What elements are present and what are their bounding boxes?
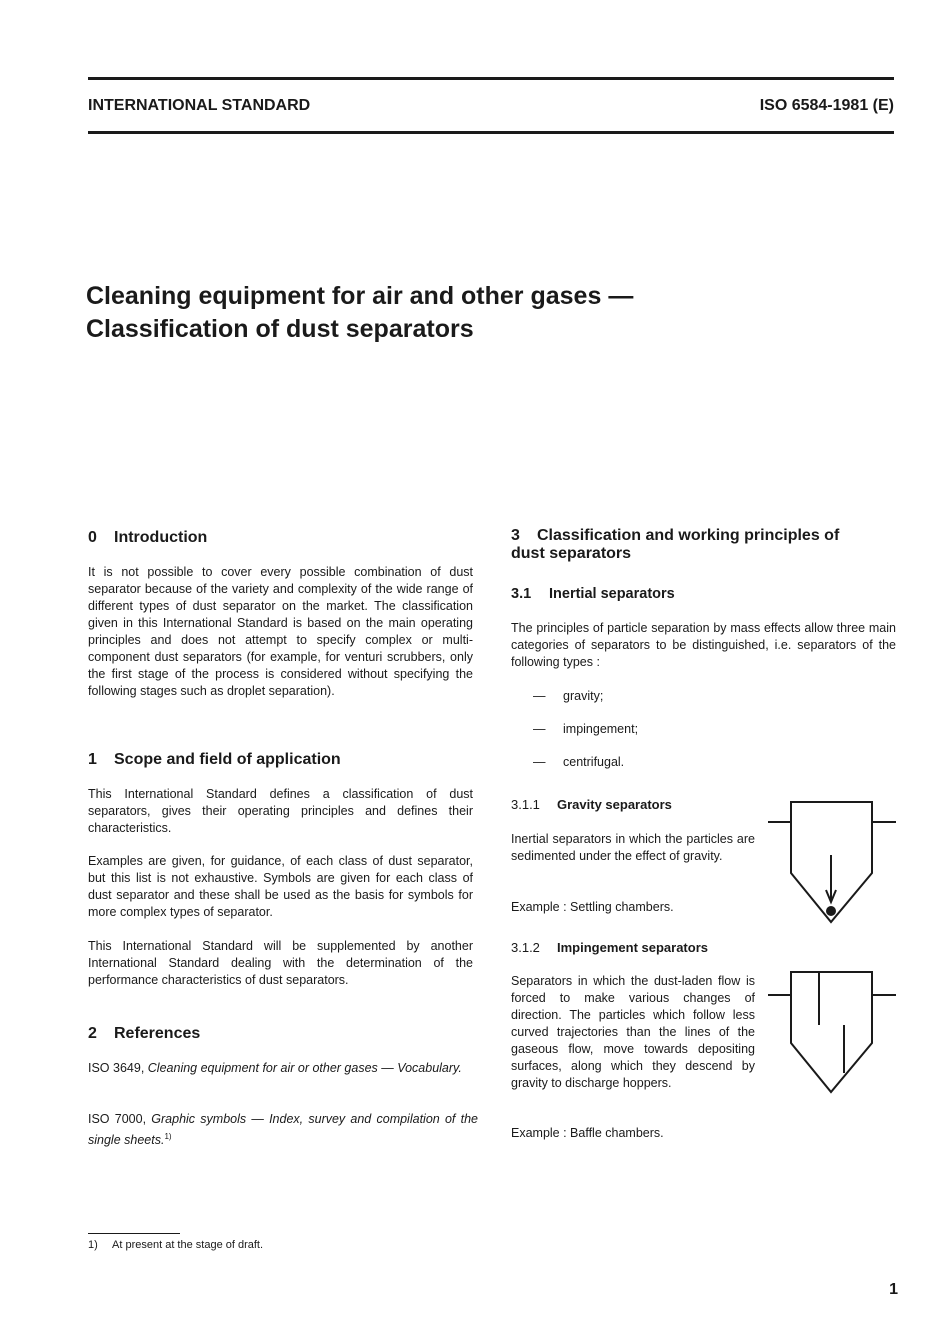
footnote-rule bbox=[88, 1233, 180, 1234]
section-title-line-2: dust separators bbox=[511, 545, 632, 562]
page-number: 1 bbox=[889, 1281, 898, 1298]
list-dash: — bbox=[533, 722, 546, 736]
section-title: Inertial separators bbox=[549, 586, 675, 602]
list-item-text: centrifugal. bbox=[563, 755, 625, 769]
section-3-1-2-heading bbox=[511, 940, 708, 955]
impingement-separator-symbol bbox=[768, 965, 900, 1100]
reference-title: Graphic symbols — Index, survey and compilation of the single sheets. bbox=[88, 1112, 478, 1148]
list-dash: — bbox=[533, 755, 546, 769]
section-title: Gravity separators bbox=[557, 797, 672, 812]
section-number: 0 bbox=[88, 529, 97, 546]
section-number: 3.1.2 bbox=[511, 940, 540, 955]
header-left: INTERNATIONAL STANDARD bbox=[88, 97, 311, 114]
section-title: Introduction bbox=[114, 529, 208, 546]
footnote-text: At present at the stage of draft. bbox=[112, 1239, 264, 1251]
reference-title: Cleaning equipment for air or other gases — Vocabulary. bbox=[147, 1061, 462, 1075]
section-3-1-text: The principles of particle separation by mass effects allow three main categories of separators to be distinguished, i.e. separators of the following types : bbox=[511, 621, 896, 669]
footnote-reference: 1) bbox=[164, 1132, 172, 1141]
section-1-heading bbox=[88, 751, 341, 769]
list-dash: — bbox=[533, 689, 546, 703]
header-rule-bottom bbox=[88, 131, 894, 134]
list-item-centrifugal bbox=[511, 755, 624, 769]
section-3-1-heading bbox=[511, 586, 675, 602]
footnote-mark: 1) bbox=[88, 1239, 98, 1251]
section-title-line-1: Classification and working principles of bbox=[537, 527, 840, 544]
list-item-impingement bbox=[511, 722, 638, 736]
reference-iso-7000 bbox=[88, 1111, 478, 1149]
list-item-text: gravity; bbox=[563, 689, 604, 703]
header-right: ISO 6584-1981 (E) bbox=[759, 97, 894, 114]
section-0-heading bbox=[88, 529, 207, 547]
section-title: References bbox=[114, 1025, 201, 1042]
section-number: 1 bbox=[88, 751, 97, 768]
section-number: 3.1.1 bbox=[511, 797, 540, 812]
gravity-separator-symbol bbox=[768, 795, 900, 930]
section-3-heading bbox=[511, 527, 839, 563]
list-item-text: impingement; bbox=[563, 722, 639, 736]
document-title bbox=[86, 280, 633, 346]
section-1-paragraph-3: This International Standard will be supplemented by another International Standard dealing with the determination of the performance characteristics of dust separators. bbox=[88, 939, 473, 987]
footnote bbox=[88, 1239, 263, 1251]
reference-iso-3649 bbox=[88, 1060, 473, 1077]
section-3-1-1-text: Inertial separators in which the particles are sedimented under the effect of gravity. bbox=[511, 832, 755, 863]
section-number: 3 bbox=[511, 527, 520, 544]
header-rule-top bbox=[88, 77, 894, 80]
section-title: Scope and field of application bbox=[114, 751, 341, 768]
section-1-paragraph-2: Examples are given, for guidance, of each class of dust separator, but this list is not exhaustive. Symbols are given for each class of dust separator and these shall be used as the basis for symbols for more complex types of separator. bbox=[88, 854, 473, 919]
section-1-paragraph-1: This International Standard defines a classification of dust separators, gives their operating principles and defines their characteristics. bbox=[88, 787, 473, 835]
title-line-2: Classification of dust separators bbox=[86, 315, 474, 343]
reference-code: ISO 7000, bbox=[88, 1112, 147, 1126]
reference-code: ISO 3649, bbox=[88, 1061, 145, 1075]
section-title: Impingement separators bbox=[557, 940, 708, 955]
section-2-heading bbox=[88, 1025, 200, 1043]
section-3-1-1-heading bbox=[511, 797, 672, 812]
section-3-1-2-text: Separators in which the dust-laden flow is forced to make various changes of direction. The particles which follow less curved trajectories than the lines of the gaseous flow, move towards depositing surfaces, along which they descend by gravity to discharge hoppers. bbox=[511, 974, 755, 1090]
section-3-1-1-example: Example : Settling chambers. bbox=[511, 900, 674, 914]
title-line-1: Cleaning equipment for air and other gases — bbox=[86, 282, 634, 310]
section-number: 2 bbox=[88, 1025, 97, 1042]
list-item-gravity bbox=[511, 689, 603, 703]
section-3-1-2-example: Example : Baffle chambers. bbox=[511, 1126, 664, 1140]
section-number: 3.1 bbox=[511, 586, 532, 602]
section-0-text: It is not possible to cover every possible combination of dust separator because of the variety and complexity of the wide range of different types of dust separator on the market. The classification given in this International Standard is based on the main operating principles and does not attempt to specify complex or multi-component dust separators (for example, for venturi scrubbers, only the first stage of the process is considered without specifying the following stages such as droplet separation). bbox=[88, 565, 473, 698]
